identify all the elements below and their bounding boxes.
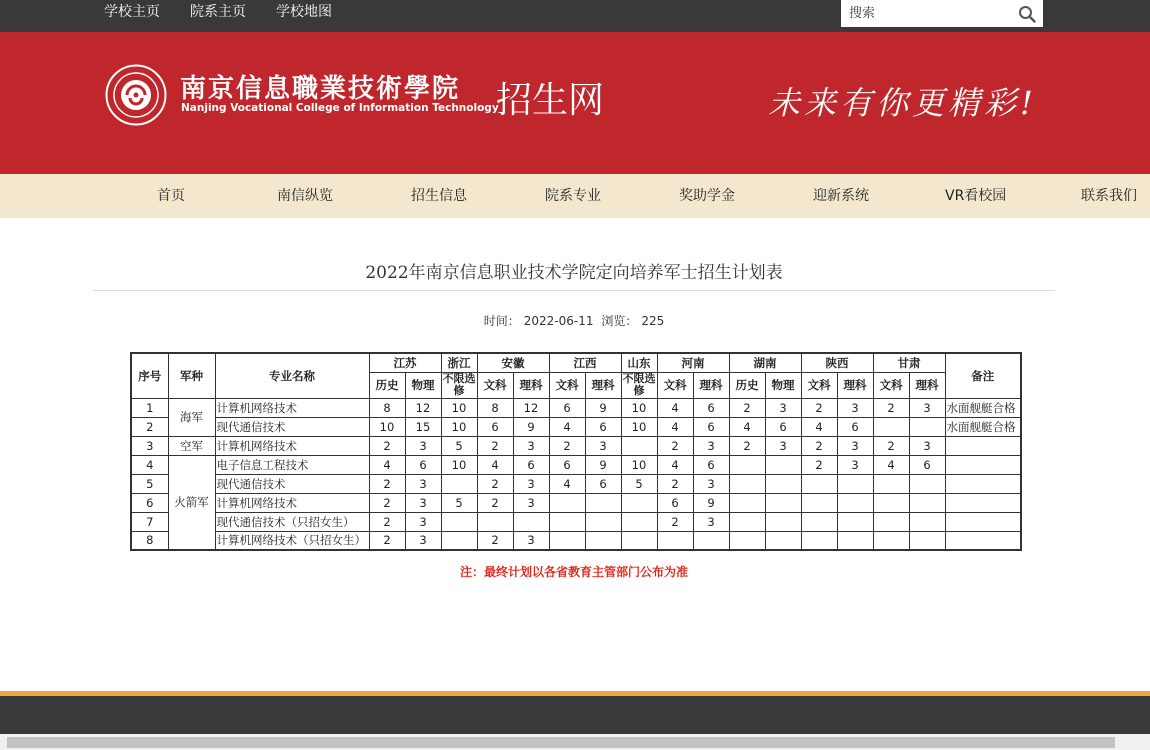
quota-cell: 4 xyxy=(801,417,837,436)
quota-cell: 4 xyxy=(657,455,693,474)
quota-cell xyxy=(441,512,477,531)
enrollment-plan-table xyxy=(130,352,1022,551)
quota-cell: 12 xyxy=(513,398,549,417)
quota-cell: 6 xyxy=(585,417,621,436)
quota-cell: 3 xyxy=(693,436,729,455)
quota-cell: 3 xyxy=(513,531,549,550)
quota-cell xyxy=(909,474,945,493)
header-subject: 理科 xyxy=(513,372,549,398)
table-row xyxy=(131,417,1021,436)
views-label: 浏览： xyxy=(601,314,638,328)
quota-cell: 6 xyxy=(693,398,729,417)
department-home-link[interactable]: 院系主页 xyxy=(190,4,246,20)
quota-cell: 3 xyxy=(405,531,441,550)
quota-cell xyxy=(873,512,909,531)
table-row xyxy=(131,531,1021,550)
header-province: 江苏 xyxy=(369,353,441,372)
table-row xyxy=(131,436,1021,455)
quota-cell: 6 xyxy=(693,417,729,436)
nav-item-admissions[interactable]: 招生信息 xyxy=(411,188,467,204)
header-province: 山东 xyxy=(621,353,657,372)
quota-cell: 4 xyxy=(477,455,513,474)
major-cell: 计算机网络技术 xyxy=(215,436,369,455)
quota-cell xyxy=(801,512,837,531)
quota-cell xyxy=(765,493,801,512)
quota-cell: 2 xyxy=(729,398,765,417)
header-remark: 备注 xyxy=(945,353,1021,398)
quota-cell xyxy=(873,493,909,512)
header-subject: 理科 xyxy=(837,372,873,398)
nav-item-contact[interactable]: 联系我们 xyxy=(1081,188,1137,204)
quota-cell: 3 xyxy=(909,398,945,417)
major-cell: 电子信息工程技术 xyxy=(215,455,369,474)
header-subject: 文科 xyxy=(549,372,585,398)
quota-cell: 8 xyxy=(477,398,513,417)
quota-cell: 3 xyxy=(405,474,441,493)
quota-cell: 9 xyxy=(693,493,729,512)
scrollbar-thumb[interactable] xyxy=(7,737,1115,748)
table-row xyxy=(131,455,1021,474)
header-province: 浙江 xyxy=(441,353,477,372)
quota-cell xyxy=(549,493,585,512)
quota-cell: 3 xyxy=(405,493,441,512)
slogan: 未来有你更精彩! xyxy=(768,84,1037,122)
quota-cell xyxy=(909,512,945,531)
remark-cell: 水面舰艇合格 xyxy=(945,417,1021,436)
quota-cell: 4 xyxy=(657,398,693,417)
header-subject: 理科 xyxy=(693,372,729,398)
quota-cell: 2 xyxy=(369,531,405,550)
quota-cell xyxy=(909,417,945,436)
header-subject: 物理 xyxy=(765,372,801,398)
quota-cell: 6 xyxy=(585,474,621,493)
horizontal-scrollbar[interactable] xyxy=(0,734,1150,750)
header-province: 湖南 xyxy=(729,353,801,372)
quota-cell xyxy=(693,531,729,550)
quota-cell: 12 xyxy=(405,398,441,417)
main-nav xyxy=(0,174,1150,218)
article-meta xyxy=(93,312,1055,329)
quota-cell: 6 xyxy=(909,455,945,474)
quota-cell: 2 xyxy=(369,493,405,512)
remark-cell: 水面舰艇合格 xyxy=(945,398,1021,417)
quota-cell: 2 xyxy=(801,436,837,455)
quota-cell: 3 xyxy=(765,436,801,455)
header-banner xyxy=(0,32,1150,174)
quota-cell: 4 xyxy=(729,417,765,436)
quota-cell xyxy=(837,474,873,493)
row-seq: 2 xyxy=(131,417,168,436)
school-home-link[interactable]: 学校主页 xyxy=(104,4,160,20)
quota-cell xyxy=(621,531,657,550)
school-name-cn: 南京信息職業技術學院 xyxy=(180,74,461,104)
quota-cell xyxy=(621,436,657,455)
nav-item-vr-campus[interactable]: VR看校园 xyxy=(945,188,1007,204)
quota-cell xyxy=(729,474,765,493)
quota-cell: 3 xyxy=(837,398,873,417)
school-logo-icon[interactable] xyxy=(105,64,167,126)
header-subject: 历史 xyxy=(729,372,765,398)
branch-cell: 火箭军 xyxy=(168,455,215,550)
quota-cell: 6 xyxy=(693,455,729,474)
quota-cell: 5 xyxy=(441,436,477,455)
header-subject: 文科 xyxy=(477,372,513,398)
quota-cell: 2 xyxy=(477,474,513,493)
quota-cell: 3 xyxy=(585,436,621,455)
quota-cell: 2 xyxy=(477,531,513,550)
row-seq: 4 xyxy=(131,455,168,474)
search-icon xyxy=(1018,5,1036,23)
search-input[interactable] xyxy=(841,0,1011,27)
nav-item-enrollment-system[interactable]: 迎新系统 xyxy=(813,188,869,204)
nav-item-overview[interactable]: 南信纵览 xyxy=(277,188,333,204)
header-seq: 序号 xyxy=(131,353,168,398)
header-province: 甘肃 xyxy=(873,353,945,372)
quota-cell: 15 xyxy=(405,417,441,436)
quota-cell xyxy=(837,493,873,512)
quota-cell xyxy=(441,531,477,550)
quota-cell xyxy=(873,531,909,550)
table-note: 注：最终计划以各省教育主管部门公布为准 xyxy=(459,565,688,579)
quota-cell xyxy=(621,512,657,531)
header-subject: 历史 xyxy=(369,372,405,398)
site-name: 招生网 xyxy=(496,80,605,121)
quota-cell: 2 xyxy=(873,398,909,417)
quota-cell: 3 xyxy=(405,512,441,531)
quota-cell: 6 xyxy=(477,417,513,436)
quota-cell: 2 xyxy=(369,436,405,455)
quota-cell: 3 xyxy=(693,512,729,531)
quota-cell: 4 xyxy=(549,474,585,493)
branch-cell: 空军 xyxy=(168,436,215,455)
quota-cell: 9 xyxy=(585,455,621,474)
major-cell: 计算机网络技术 xyxy=(215,398,369,417)
remark-cell xyxy=(945,455,1021,474)
quota-cell xyxy=(657,531,693,550)
header-subject: 不限选修 xyxy=(622,372,656,397)
quota-cell: 6 xyxy=(837,417,873,436)
quota-cell: 5 xyxy=(621,474,657,493)
quota-cell: 10 xyxy=(621,455,657,474)
quota-cell: 6 xyxy=(405,455,441,474)
quota-cell xyxy=(513,512,549,531)
row-seq: 6 xyxy=(131,493,168,512)
header-subject: 理科 xyxy=(585,372,621,398)
header-province: 陕西 xyxy=(801,353,873,372)
quota-cell xyxy=(801,493,837,512)
header-subject: 不限选修 xyxy=(442,372,476,397)
quota-cell: 2 xyxy=(657,474,693,493)
quota-cell: 2 xyxy=(369,474,405,493)
quota-cell: 10 xyxy=(621,417,657,436)
quota-cell: 3 xyxy=(513,493,549,512)
quota-cell: 4 xyxy=(549,417,585,436)
quota-cell xyxy=(585,531,621,550)
quota-cell: 3 xyxy=(765,398,801,417)
header-branch: 军种 xyxy=(168,353,215,398)
quota-cell xyxy=(621,493,657,512)
quota-cell xyxy=(909,493,945,512)
nav-item-home[interactable]: 首页 xyxy=(157,188,185,204)
quota-cell xyxy=(477,512,513,531)
major-cell: 现代通信技术 xyxy=(215,417,369,436)
header-province: 河南 xyxy=(657,353,729,372)
quota-cell: 10 xyxy=(441,455,477,474)
quota-cell: 2 xyxy=(657,436,693,455)
quota-cell: 10 xyxy=(441,398,477,417)
header-subject: 理科 xyxy=(909,372,945,398)
quota-cell xyxy=(441,474,477,493)
article-title: 2022年南京信息职业技术学院定向培养军士招生计划表 xyxy=(365,263,783,283)
quota-cell: 3 xyxy=(513,436,549,455)
quota-cell xyxy=(873,474,909,493)
remark-cell xyxy=(945,474,1021,493)
header-subject: 文科 xyxy=(657,372,693,398)
quota-cell: 3 xyxy=(405,436,441,455)
row-seq: 7 xyxy=(131,512,168,531)
quota-cell xyxy=(765,455,801,474)
quota-cell: 2 xyxy=(549,436,585,455)
quota-cell: 2 xyxy=(369,512,405,531)
row-seq: 8 xyxy=(131,531,168,550)
remark-cell xyxy=(945,531,1021,550)
quota-cell: 10 xyxy=(621,398,657,417)
quota-cell: 4 xyxy=(657,417,693,436)
quota-cell: 6 xyxy=(549,455,585,474)
table-row xyxy=(131,493,1021,512)
header-province: 江西 xyxy=(549,353,621,372)
quota-cell xyxy=(801,474,837,493)
quota-cell: 2 xyxy=(477,436,513,455)
quota-cell xyxy=(729,531,765,550)
time-label: 时间： xyxy=(483,314,520,328)
row-seq: 3 xyxy=(131,436,168,455)
remark-cell xyxy=(945,493,1021,512)
header-subject: 物理 xyxy=(405,372,441,398)
quota-cell: 2 xyxy=(873,436,909,455)
branch-cell: 海军 xyxy=(168,398,215,436)
quota-cell xyxy=(765,531,801,550)
header-subject: 文科 xyxy=(873,372,909,398)
major-cell: 计算机网络技术 xyxy=(215,493,369,512)
quota-cell: 6 xyxy=(657,493,693,512)
title-divider xyxy=(93,290,1055,291)
quota-cell: 3 xyxy=(909,436,945,455)
top-bar xyxy=(0,0,1150,32)
quota-cell: 4 xyxy=(873,455,909,474)
publish-date: 2022-06-11 xyxy=(523,314,594,328)
school-name-en: Nanjing Vocational College of Information Technology xyxy=(181,102,499,114)
quota-cell xyxy=(729,455,765,474)
quota-cell: 3 xyxy=(837,455,873,474)
quota-cell xyxy=(801,531,837,550)
quota-cell xyxy=(765,512,801,531)
quota-cell: 4 xyxy=(369,455,405,474)
table-row xyxy=(131,512,1021,531)
quota-cell xyxy=(729,493,765,512)
quota-cell: 8 xyxy=(369,398,405,417)
search-button[interactable] xyxy=(1011,0,1043,27)
quota-cell xyxy=(909,531,945,550)
quota-cell: 6 xyxy=(549,398,585,417)
quota-cell: 10 xyxy=(369,417,405,436)
quota-cell: 2 xyxy=(801,455,837,474)
quota-cell: 2 xyxy=(801,398,837,417)
quota-cell xyxy=(837,531,873,550)
quota-cell xyxy=(765,474,801,493)
major-cell: 计算机网络技术（只招女生） xyxy=(215,531,369,550)
quota-cell xyxy=(549,512,585,531)
remark-cell xyxy=(945,436,1021,455)
view-count: 225 xyxy=(641,314,665,328)
header-major: 专业名称 xyxy=(215,353,369,398)
table-row xyxy=(131,474,1021,493)
quota-cell xyxy=(837,512,873,531)
campus-map-link[interactable]: 学校地图 xyxy=(276,4,332,20)
table-row xyxy=(131,398,1021,417)
quota-cell: 3 xyxy=(837,436,873,455)
quota-cell: 2 xyxy=(729,436,765,455)
remark-cell xyxy=(945,512,1021,531)
quota-cell xyxy=(549,531,585,550)
quota-cell: 2 xyxy=(477,493,513,512)
quota-cell: 3 xyxy=(513,474,549,493)
quota-cell: 6 xyxy=(765,417,801,436)
quota-cell xyxy=(585,512,621,531)
quota-cell: 9 xyxy=(585,398,621,417)
quota-cell: 2 xyxy=(657,512,693,531)
row-seq: 5 xyxy=(131,474,168,493)
major-cell: 现代通信技术（只招女生） xyxy=(215,512,369,531)
quota-cell xyxy=(873,417,909,436)
major-cell: 现代通信技术 xyxy=(215,474,369,493)
quota-cell: 10 xyxy=(441,417,477,436)
nav-item-departments[interactable]: 院系专业 xyxy=(545,188,601,204)
row-seq: 1 xyxy=(131,398,168,417)
nav-item-scholarships[interactable]: 奖助学金 xyxy=(679,188,735,204)
quota-cell: 5 xyxy=(441,493,477,512)
header-subject: 文科 xyxy=(801,372,837,398)
quota-cell: 9 xyxy=(513,417,549,436)
quota-cell: 3 xyxy=(693,474,729,493)
quota-cell xyxy=(729,512,765,531)
quota-cell: 6 xyxy=(513,455,549,474)
quota-cell xyxy=(585,493,621,512)
header-province: 安徽 xyxy=(477,353,549,372)
